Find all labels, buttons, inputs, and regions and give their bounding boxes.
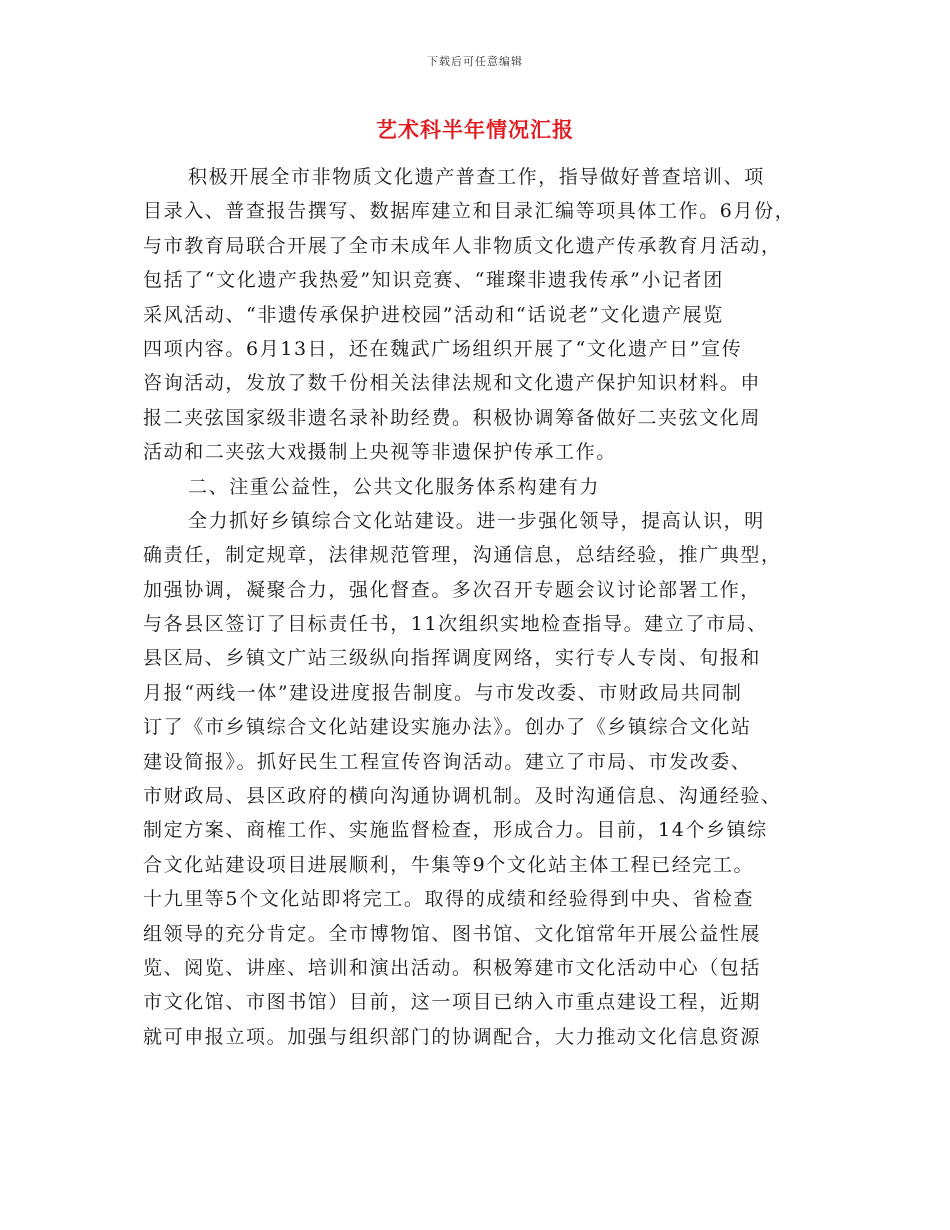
text-line: 建设简报》。抓好民生工程宣传咨询活动。建立了市局、市发改委、 [143, 750, 752, 773]
text-line: 市财政局、县区政府的横向沟通协调机制。及时沟通信息、沟通经验、 [143, 785, 782, 808]
text-line: 制定方案、商榷工作、实施监督检查，形成合力。目前，14个乡镇综 [143, 819, 768, 842]
text-line: 订了《市乡镇综合文化站建设实施办法》。创办了《乡镇综合文化站 [143, 716, 752, 739]
text-line: 四项内容。6月13日，还在魏武广场组织开展了“文化遗产日”宣传 [143, 337, 743, 360]
text-line: 览、阅览、讲座、培训和演出活动。积极筹建市文化活动中心（包括 [143, 956, 762, 979]
text-line: 目录入、普查报告撰写、数据库建立和目录汇编等项具体工作。6月份， [143, 200, 796, 223]
document-title: 艺术科半年情况汇报 [376, 117, 574, 142]
text-line: 包括了“文化遗产我热爱”知识竞赛、“璀璨非遗我传承”小记者团 [143, 269, 724, 292]
text-line: 采风活动、“非遗传承保护进校园”活动和“话说老”文化遗产展览 [143, 303, 724, 326]
text-line: 组领导的充分肯定。全市博物馆、图书馆、文化馆常年开展公益性展 [143, 922, 762, 945]
text-line: 与各县区签订了目标责任书，11次组织实地检查指导。建立了市局、 [143, 613, 768, 636]
text-line: 报二夹弦国家级非遗名录补助经费。积极协调筹备做好二夹弦文化周 [143, 406, 762, 429]
text-line: 咨询活动，发放了数千份相关法律法规和文化遗产保护知识材料。申 [143, 372, 762, 395]
text-line: 全力抓好乡镇综合文化站建设。进一步强化领导，提高认识，明 [188, 509, 765, 532]
text-line: 确责任，制定规章，法律规范管理，沟通信息，总结经验，推广典型， [143, 544, 782, 567]
text-line: 市文化馆、市图书馆）目前，这一项目已纳入市重点建设工程，近期 [143, 991, 762, 1014]
text-line: 月报“两线一体”建设进度报告制度。与市发改委、市财政局共同制 [143, 681, 743, 704]
text-line: 县区局、乡镇文广站三级纵向指挥调度网络，实行专人专岗、旬报和 [143, 647, 762, 670]
text-line: 二、注重公益性，公共文化服务体系构建有力 [188, 475, 601, 498]
header-note: 下载后可任意编辑 [427, 55, 523, 68]
text-line: 加强协调，凝聚合力，强化督查。多次召开专题会议讨论部署工作， [143, 578, 762, 601]
text-line: 与市教育局联合开展了全市未成年人非物质文化遗产传承教育月活动， [143, 234, 782, 257]
text-line: 合文化站建设项目进展顺利，牛集等9个文化站主体工程已经完工。 [143, 853, 755, 876]
text-line: 就可申报立项。加强与组织部门的协调配合，大力推动文化信息资源 [143, 1025, 762, 1048]
text-line: 十九里等5个文化站即将完工。取得的成绩和经验得到中央、省检查 [143, 888, 755, 911]
document-body [143, 160, 833, 1054]
text-line: 积极开展全市非物质文化遗产普查工作，指导做好普查培训、项 [188, 166, 765, 188]
text-line: 活动和二夹弦大戏摄制上央视等非遗保护传承工作。 [143, 441, 617, 464]
